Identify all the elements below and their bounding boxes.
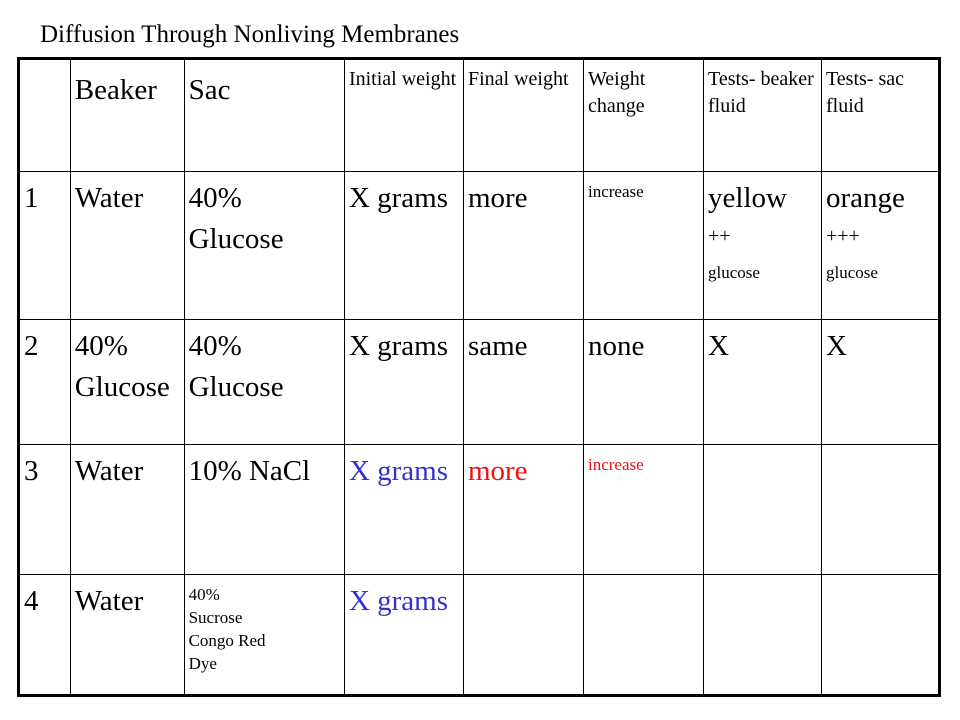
cell-tests-beaker (704, 444, 822, 575)
cell-tests-beaker (704, 171, 822, 320)
test-substance: glucose (825, 262, 878, 282)
cell-tests-sac (821, 444, 939, 575)
cell-tests-sac (821, 575, 939, 696)
data-table (17, 57, 941, 697)
table-row (19, 171, 940, 320)
slide-title: Diffusion Through Nonliving Membranes (40, 21, 460, 48)
cell-initial-weight: X grams (344, 320, 463, 445)
cell-beaker: Water (70, 444, 184, 575)
header-cell-beaker: Beaker (70, 59, 184, 172)
cell-weight-change: none (583, 320, 703, 445)
cell-beaker: 40% Glucose (70, 320, 184, 445)
cell-tests-beaker (704, 575, 822, 696)
cell-initial-weight: X grams (344, 575, 463, 696)
cell-tests-sac (821, 171, 939, 320)
cell-num: 4 (19, 575, 71, 696)
cell-beaker: Water (70, 575, 184, 696)
header-cell-final-weight: Final weight (463, 59, 583, 172)
test-level: +++ (825, 224, 860, 247)
test-color: orange (825, 181, 905, 214)
cell-final-weight (463, 575, 583, 696)
header-cell-tests-sac: Tests- sac fluid (821, 59, 939, 172)
test-substance: glucose (708, 262, 760, 282)
cell-num: 1 (19, 171, 71, 320)
test-color: yellow (708, 181, 787, 214)
cell-weight-change: increase (583, 444, 703, 575)
cell-beaker: Water (70, 171, 184, 320)
header-cell-tests-beaker: Tests- beaker fluid (704, 59, 822, 172)
cell-sac: 10% NaCl (184, 444, 344, 575)
cell-final-weight: same (463, 320, 583, 445)
sac-line: 40% (188, 585, 220, 605)
header-cell-weight-change: Weight change (583, 59, 703, 172)
cell-weight-change: increase (583, 171, 703, 320)
cell-sac (184, 575, 344, 696)
sac-line: Sucrose (188, 608, 243, 628)
test-level: ++ (708, 224, 731, 247)
cell-sac: 40% Glucose (184, 320, 344, 445)
cell-initial-weight: X grams (344, 171, 463, 320)
cell-final-weight: more (463, 444, 583, 575)
cell-tests-beaker: X (704, 320, 822, 445)
sac-line: Dye (188, 654, 217, 674)
cell-weight-change (583, 575, 703, 696)
sac-line: Congo Red (188, 631, 266, 651)
table-row (19, 575, 940, 696)
table-row (19, 444, 940, 575)
cell-sac: 40% Glucose (184, 171, 344, 320)
table-row (19, 320, 940, 445)
header-cell-sac: Sac (184, 59, 344, 172)
header-row (19, 59, 940, 172)
header-cell-initial-weight: Initial weight (344, 59, 463, 172)
cell-tests-sac: X (821, 320, 939, 445)
header-cell-num (19, 59, 71, 172)
cell-initial-weight: X grams (344, 444, 463, 575)
cell-final-weight: more (463, 171, 583, 320)
cell-num: 2 (19, 320, 71, 445)
cell-num: 3 (19, 444, 71, 575)
